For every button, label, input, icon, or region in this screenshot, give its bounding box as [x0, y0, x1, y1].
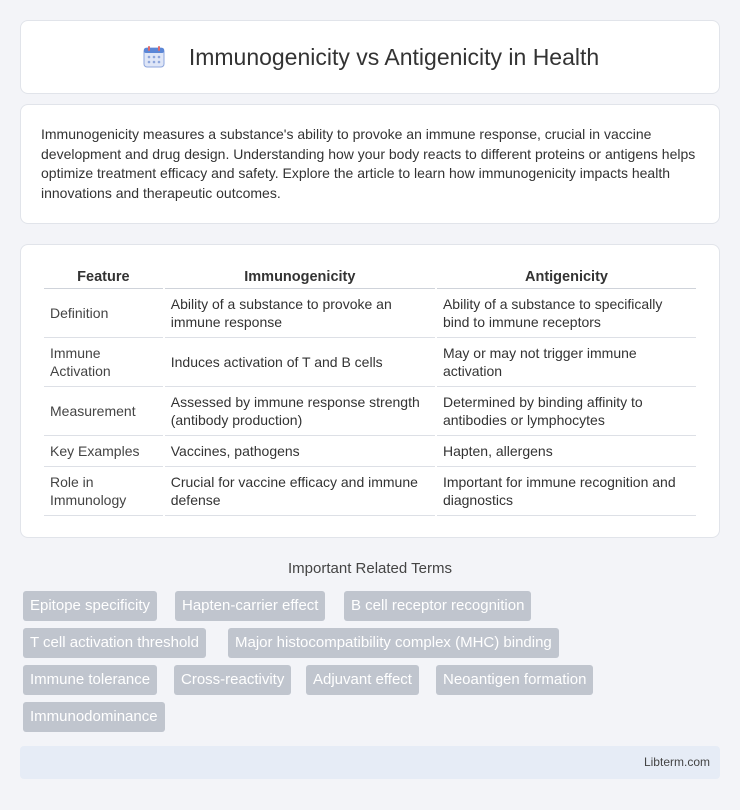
footer: [20, 746, 720, 779]
page-title: Immunogenicity vs Antigenicity in Health: [188, 43, 600, 70]
table-row: [44, 467, 696, 516]
table-cell: Key Examples: [44, 436, 163, 467]
table-cell: Assessed by immune response strength (antibody production): [165, 387, 435, 436]
column-header: Feature: [44, 265, 163, 289]
comparison-table-card: [20, 244, 720, 538]
table-header-row: [44, 265, 696, 289]
table-row: [44, 289, 696, 338]
column-header: Immunogenicity: [165, 265, 435, 289]
table-cell: Induces activation of T and B cells: [165, 338, 435, 387]
column-header: Antigenicity: [437, 265, 696, 289]
related-term-tag[interactable]: Adjuvant effect: [306, 665, 419, 695]
table-cell: Ability of a substance to specifically bind to immune receptors: [437, 289, 696, 338]
related-term-tag[interactable]: Major histocompatibility complex (MHC) binding: [228, 628, 559, 658]
table-cell: Vaccines, pathogens: [165, 436, 435, 467]
table-cell: Definition: [44, 289, 163, 338]
table-cell: Measurement: [44, 387, 163, 436]
related-term-tag[interactable]: Cross-reactivity: [174, 665, 291, 695]
related-term-tag[interactable]: T cell activation threshold: [23, 628, 206, 658]
related-term-tag[interactable]: B cell receptor recognition: [344, 591, 531, 621]
table-cell: Immune Activation: [44, 338, 163, 387]
calendar-icon: [141, 44, 167, 70]
header-card: [20, 20, 720, 94]
table-cell: Important for immune recognition and diagnostics: [437, 467, 696, 516]
table-row: [44, 387, 696, 436]
table-cell: May or may not trigger immune activation: [437, 338, 696, 387]
related-term-tag[interactable]: Hapten-carrier effect: [175, 591, 325, 621]
table-cell: Determined by binding affinity to antibodies or lymphocytes: [437, 387, 696, 436]
related-term-tag[interactable]: Neoantigen formation: [436, 665, 593, 695]
intro-card: [20, 104, 720, 224]
table-cell: Role in Immunology: [44, 467, 163, 516]
table-cell: Crucial for vaccine efficacy and immune defense: [165, 467, 435, 516]
table-row: [44, 436, 696, 467]
table-cell: Ability of a substance to provoke an immune response: [165, 289, 435, 338]
related-term-tag[interactable]: Immune tolerance: [23, 665, 157, 695]
related-term-tag[interactable]: Immunodominance: [23, 702, 165, 732]
table-row: [44, 338, 696, 387]
intro-text: Immunogenicity measures a substance's ability to provoke an immune response, crucial in vaccine development and drug design. Understanding how your body reacts to different proteins or antigens helps optimize treatment efficacy and safety. Explore the article to learn how immunogenicity impacts health innovations and therapeutic outcomes.: [41, 126, 696, 201]
related-terms-title: Important Related Terms: [288, 560, 452, 577]
table-cell: Hapten, allergens: [437, 436, 696, 467]
related-term-tag[interactable]: Epitope specificity: [23, 591, 157, 621]
comparison-table: [42, 265, 698, 516]
footer-site-link[interactable]: Libterm.com: [643, 755, 710, 769]
